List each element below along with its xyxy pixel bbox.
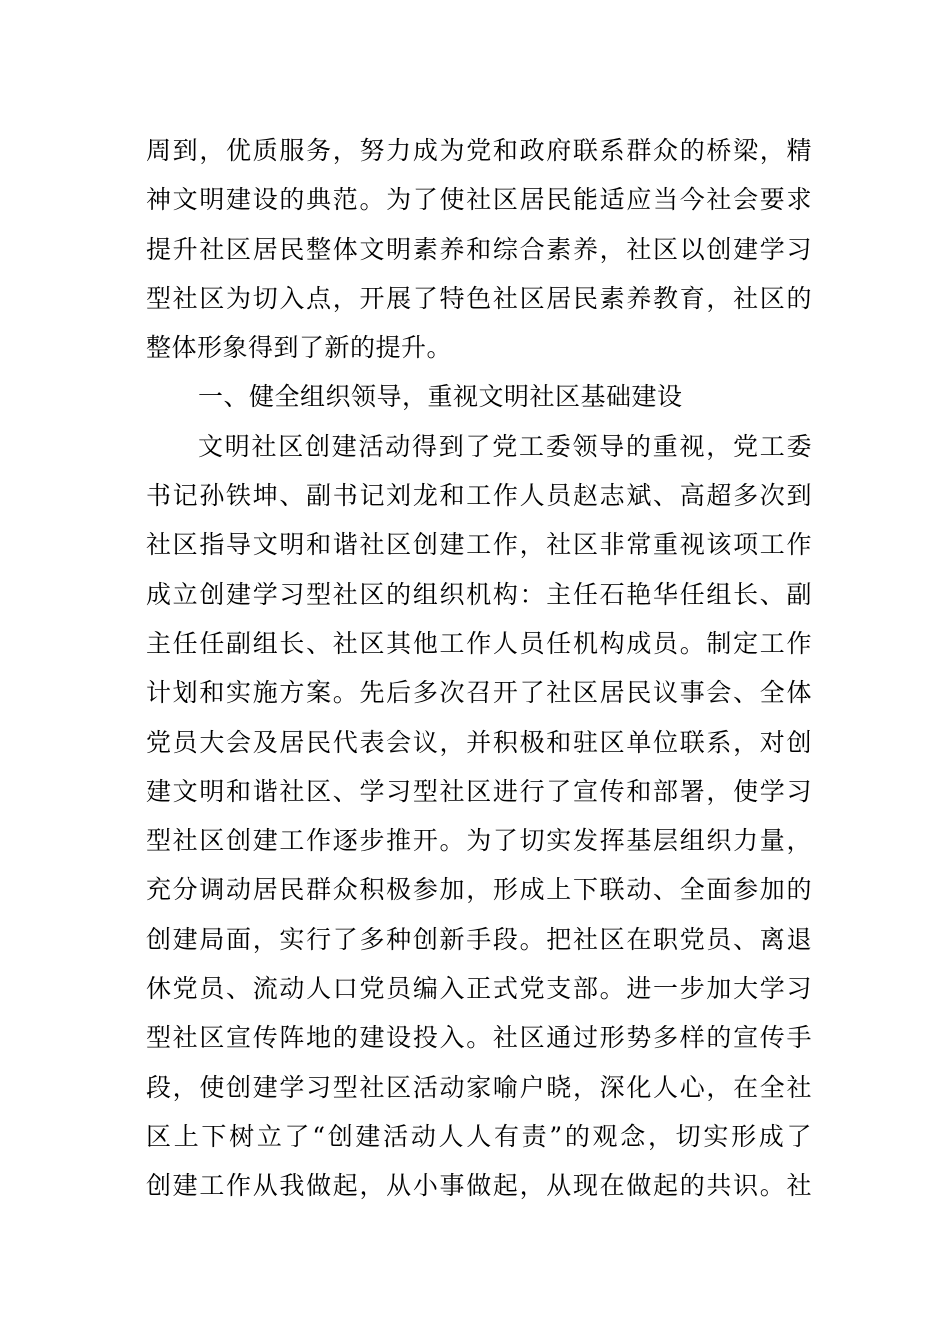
text-line: 型社区宣传阵地的建设投入。社区通过形势多样的宣传手 [146,1023,812,1053]
text-line: 主任任副组长、社区其他工作人员任机构成员。制定工作 [146,628,812,658]
text-line: 休党员、流动人口党员编入正式党支部。进一步加大学习 [146,974,812,1004]
text-line: 提升社区居民整体文明素养和综合素养，社区以创建学习 [146,234,812,264]
text-line: 型社区创建工作逐步推开。为了切实发挥基层组织力量， [146,826,812,856]
text-line: 文明社区创建活动得到了党工委领导的重视，党工委 [198,431,812,461]
text-line: 成立创建学习型社区的组织机构：主任石艳华任组长、副 [146,579,812,609]
text-line: 段，使创建学习型社区活动家喻户晓，深化人心，在全社 [146,1072,812,1102]
text-line: 整体形象得到了新的提升。 [146,333,453,363]
text-line: 党员大会及居民代表会议，并积极和驻区单位联系，对创 [146,727,812,757]
text-line: 神文明建设的典范。为了使社区居民能适应当今社会要求 [146,185,812,215]
text-line: 创建局面，实行了多种创新手段。把社区在职党员、离退 [146,924,812,954]
text-line: 周到，优质服务，努力成为党和政府联系群众的桥梁，精 [146,136,812,165]
text-line: 型社区为切入点，开展了特色社区居民素养教育，社区的 [146,283,812,313]
text-line: 区上下树立了“创建活动人人有责”的观念，切实形成了 [146,1121,812,1151]
text-line: 社区指导文明和谐社区创建工作，社区非常重视该项工作 [146,530,812,560]
section-heading: 一、健全组织领导，重视文明社区基础建设 [198,382,683,412]
body-text [146,126,812,1211]
text-line: 充分调动居民群众积极参加，形成上下联动、全面参加的 [146,875,812,905]
text-line: 建文明和谐社区、学习型社区进行了宣传和部署，使学习 [146,776,812,806]
text-line: 书记孙铁坤、副书记刘龙和工作人员赵志斌、高超多次到 [146,481,812,511]
text-line: 计划和实施方案。先后多次召开了社区居民议事会、全体 [146,678,812,708]
text-line: 创建工作从我做起，从小事做起，从现在做起的共识。社 [146,1171,812,1201]
